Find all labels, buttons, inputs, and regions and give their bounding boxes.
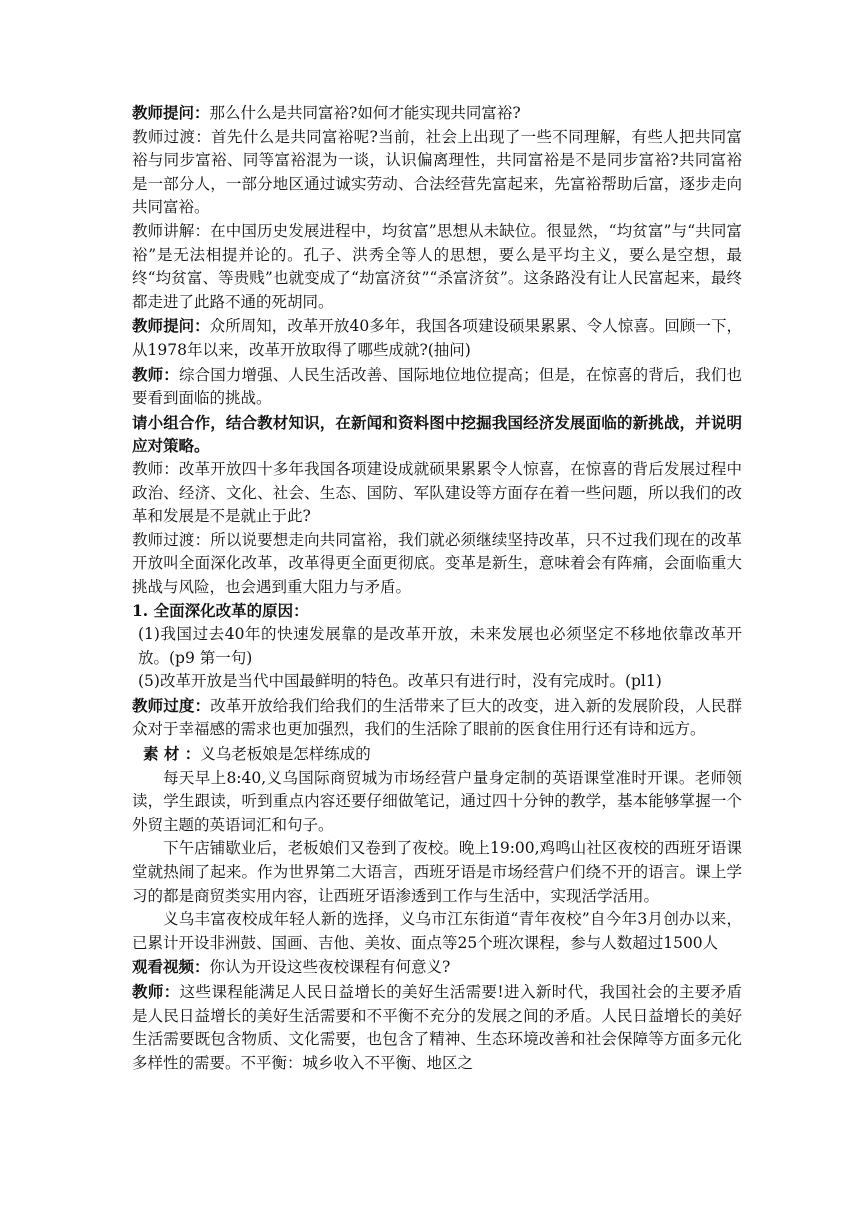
- section-heading-text: 1. 全面深化改革的原因：: [132, 601, 309, 621]
- paragraph: [132, 458, 742, 529]
- paragraph-text: 教师：改革开放四十多年我国各项建设成就硕果累累令人惊喜，在惊喜的背后发展过程中政治、经济、文化、社会、生态、国防、军队建设等方面存在着一些问题，所以我们的改革和发展是不是就止于此?: [132, 459, 742, 526]
- paragraph: [132, 220, 742, 314]
- speaker-label: 观看视频：: [132, 957, 210, 977]
- material-paragraph: [132, 908, 742, 955]
- paragraph: [132, 126, 742, 220]
- paragraph-text: 下午店铺歇业后，老板娘们又卷到了夜校。晚上19:00,鸡鸣山社区夜校的西班牙语课堂就热闹了起来。作为世界第二大语言，西班牙语是市场经营户们绕不开的语言。课上学习的都是商贸类实用内容，让西班牙语渗透到工作与生活中，实现活学活用。: [132, 839, 742, 905]
- task-heading: [132, 411, 742, 458]
- speaker-label: 教师：: [132, 981, 180, 1001]
- section-heading: [132, 599, 742, 623]
- document-page: [132, 101, 742, 1075]
- paragraph-text: 教师过渡：首先什么是共同富裕呢?当前，社会上出现了一些不同理解，有些人把共同富裕与同步富裕、同等富裕混为一谈，认识偏离理性，共同富裕是不是同步富裕?共同富裕是一部分人，一部分地区通过诚实劳动、合法经营先富起来，先富裕帮助后富，逐步走向共同富裕。: [132, 127, 742, 217]
- paragraph: [132, 529, 742, 600]
- paragraph: [132, 980, 742, 1075]
- list-item-text: (5)改革开放是当代中国最鲜明的特色。改革只有进行时，没有完成时。(pl1): [138, 672, 662, 691]
- material-label: 素 材 ：: [143, 744, 201, 764]
- paragraph-text: 那么什么是共同富裕?如何才能实现共同富裕?: [209, 104, 521, 122]
- paragraph-text: 改革开放给我们给我们的生活带来了巨大的改变，进入新的发展阶段，人民群众对于幸福感的需求也更加强烈，我们的生活除了眼前的医食住用行还有诗和远方。: [132, 696, 742, 739]
- paragraph: [132, 314, 742, 362]
- speaker-label: 教师过度：: [132, 695, 211, 715]
- paragraph-text: 众所周知，改革开放40多年，我国各项建设硕果累累、令人惊喜。回顾一下，从1978年以来，改革开放取得了哪些成就?(抽问): [132, 317, 742, 359]
- task-heading-text: 请小组合作，结合教材知识，在新闻和资料图中挖掘我国经济发展面临的新挑战，并说明应对策略。: [132, 412, 742, 456]
- speaker-label: 教师提问：: [132, 103, 210, 122]
- material-paragraph: [132, 837, 742, 908]
- paragraph-text: 综合国力增强、人民生活改善、国际地位地位提高；但是，在惊喜的背后，我们也要看到面临的挑战。: [132, 365, 742, 408]
- paragraph: [132, 955, 742, 980]
- list-item-text: (1)我国过去40年的快速发展靠的是改革开放，未来发展也必须坚定不移地依靠改革开放。(p9 第一句): [138, 625, 742, 667]
- paragraph-text: 教师过渡：所以说要想走向共同富裕，我们就必须继续坚持改革，只不过我们现在的改革开放叫全面深化改革，改革得更全面更彻底。变革是新生，意味着会有阵痛，会面临重大挑战与风险，也会遇到重大阻力与矛盾。: [132, 530, 742, 596]
- paragraph-text: 教师讲解：在中国历史发展进程中，均贫富”思想从未缺位。很显然，“均贫富”与“共同富裕”是无法相提并论的。孔子、洪秀全等人的思想，要么是平均主义，要么是空想，最终“均贫富、等贵贱”也就变成了“劫富济贫”“杀富济贫”。这条路没有让人民富起来，最终都走进了此路不通的死胡同。: [132, 221, 742, 311]
- material-title: 义乌老板娘是怎样练成的: [200, 745, 371, 764]
- material-paragraph: [132, 767, 742, 838]
- speaker-label: 教师：: [132, 364, 179, 384]
- paragraph: [132, 101, 742, 126]
- paragraph-text: 义乌丰富夜校成年轻人新的选择，义乌市江东街道“青年夜校”自今年3月创办以来，已累计开设非洲鼓、国画、吉他、美妆、面点等25个班次课程，参与人数超过1500人: [132, 910, 742, 952]
- material-heading: [132, 742, 742, 767]
- paragraph-text: 每天早上8:40,义乌国际商贸城为市场经营户量身定制的英语课堂准时开课。老师领读，学生跟读，听到重点内容还要仔细做笔记，通过四十分钟的教学，基本能够掌握一个外贸主题的英语词汇和句子。: [132, 768, 742, 834]
- paragraph-text: 这些课程能满足人民日益增长的美好生活需要!进入新时代，我国社会的主要矛盾是人民日益增长的美好生活需要和不平衡不充分的发展之间的矛盾。人民日益增长的美好生活需要既包含物质、文化需要，也包含了精神、生态环境改善和社会保障等方面多元化多样性的需要。不平衡：城乡收入不平衡、地区之: [132, 982, 742, 1072]
- paragraph: [132, 363, 742, 411]
- paragraph: [132, 694, 742, 742]
- list-item: [132, 670, 742, 694]
- speaker-label: 教师提问：: [132, 316, 210, 336]
- paragraph-text: 你认为开设这些夜校课程有何意义?: [209, 958, 451, 977]
- list-item: [132, 623, 742, 670]
